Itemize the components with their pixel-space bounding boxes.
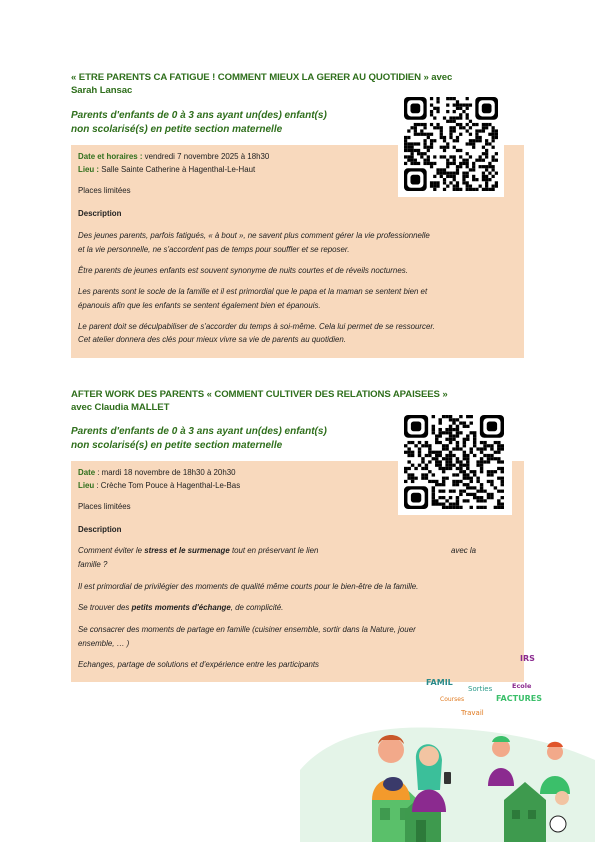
event1-date — [78, 151, 269, 162]
event2-desc1-line1 — [78, 545, 318, 556]
event1-desc1-line2: et la vie personnelle, ne s'accordent pas de temps pour souffler et se reposer. — [78, 245, 350, 254]
word-famil: FAMIL — [426, 678, 453, 687]
event2-audience — [71, 425, 327, 452]
word-travail: Travail — [461, 709, 484, 717]
event1-audience-line1: Parents d'enfants de 0 à 3 ans ayant un(des) enfant(s) — [71, 110, 327, 121]
event2-date-value: : mardi 18 novembre de 18h30 à 20h30 — [95, 468, 236, 477]
event2-title — [71, 388, 448, 414]
event1-description-label: Description — [78, 209, 122, 218]
event2-desc1-b: stress et le surmenage — [144, 546, 230, 555]
event2-desc4-line2: ensemble, … ) — [78, 639, 130, 648]
event1-date-value: vendredi 7 novembre 2025 à 18h30 — [142, 152, 270, 161]
event2-date — [78, 467, 235, 478]
family-illustration — [300, 720, 595, 842]
event1-desc1-line1: Des jeunes parents, parfois fatigués, « à bout », ne savent plus comment gérer la vie professionnelle — [78, 231, 430, 240]
event2-desc3 — [78, 602, 283, 613]
event2-lieu-label: Lieu — [78, 481, 95, 490]
event2-places: Places limitées — [78, 502, 131, 511]
word-sorties: Sorties — [468, 685, 493, 693]
event1-desc3-line2: épanouis afin que les enfants se sentent également bien et épanouis. — [78, 301, 321, 310]
event2-desc4-line1: Se consacrer des moments de partage en famille (cuisiner ensemble, sortir dans la Nature, jouer — [78, 625, 416, 634]
event2-desc1-d: avec la — [451, 546, 477, 555]
event1-desc4-line2: Cet atelier donnera des clés pour mieux vivre sa vie de parents au quotidien. — [78, 335, 346, 344]
event2-desc3-b: petits moments d'échange — [131, 603, 231, 612]
event2-desc5: Echanges, partage de solutions et d'expérience entre les participants — [78, 660, 320, 669]
event2-lieu — [78, 480, 240, 491]
event1-lieu — [78, 164, 255, 175]
event2-desc3-a: Se trouver des — [78, 603, 132, 612]
event2-lieu-value: : Crèche Tom Pouce à Hagenthal-Le-Bas — [94, 481, 241, 490]
event2-desc1-a: Comment éviter le — [78, 546, 145, 555]
event1-places: Places limitées — [78, 186, 131, 195]
event1-title — [71, 71, 452, 97]
event2-title-line2: avec Claudia MALLET — [71, 402, 170, 413]
event2-desc1-line2: famille ? — [78, 560, 108, 569]
event1-desc4-line1: Le parent doit se déculpabiliser de s'accorder du temps à soi-même. Cela lui permet de se ressourcer. — [78, 322, 435, 331]
event2-desc3-c: , de complicité. — [230, 603, 284, 612]
event1-desc3-line1: Les parents sont le socle de la famille et il est primordial que le papa et la maman se sentent bien et — [78, 287, 428, 296]
event1-qr-code[interactable] — [398, 91, 504, 197]
event1-desc2: Être parents de jeunes enfants est souvent synonyme de nuits courtes et de réveils nocturnes. — [78, 266, 408, 275]
event1-audience — [71, 109, 327, 136]
event2-description-label: Description — [78, 525, 122, 534]
event1-audience-line2: non scolarisé(s) en petite section maternelle — [71, 123, 283, 135]
word-irs: IRS — [520, 654, 535, 663]
event1-date-label: Date et horaires : — [78, 152, 143, 161]
word-courses: Courses — [440, 696, 465, 703]
event1-lieu-label: Lieu : — [78, 165, 100, 174]
event2-qr-code[interactable] — [398, 409, 512, 515]
event2-desc2: Il est primordial de privilégier des moments de qualité même courts pour le bien-être de la famille. — [78, 582, 419, 591]
word-factures: FACTURES — [496, 694, 542, 703]
event1-title-line2: Sarah Lansac — [71, 85, 133, 96]
word-ecole: Ecole — [512, 682, 532, 690]
event2-title-line1: AFTER WORK DES PARENTS « COMMENT CULTIVER DES RELATIONS APAISEES » — [71, 389, 448, 400]
event1-lieu-value: Salle Sainte Catherine à Hagenthal-Le-Haut — [99, 165, 256, 174]
event2-audience-line1: Parents d'enfants de 0 à 3 ans ayant un(des) enfant(s) — [71, 426, 327, 437]
event2-audience-line2: non scolarisé(s) en petite section maternelle — [71, 439, 283, 451]
event2-desc1-c: tout en préservant le lien — [229, 546, 319, 555]
event1-title-line1: « ETRE PARENTS CA FATIGUE ! COMMENT MIEUX LA GERER AU QUOTIDIEN » avec — [71, 72, 453, 83]
event2-date-label: Date — [78, 468, 96, 477]
